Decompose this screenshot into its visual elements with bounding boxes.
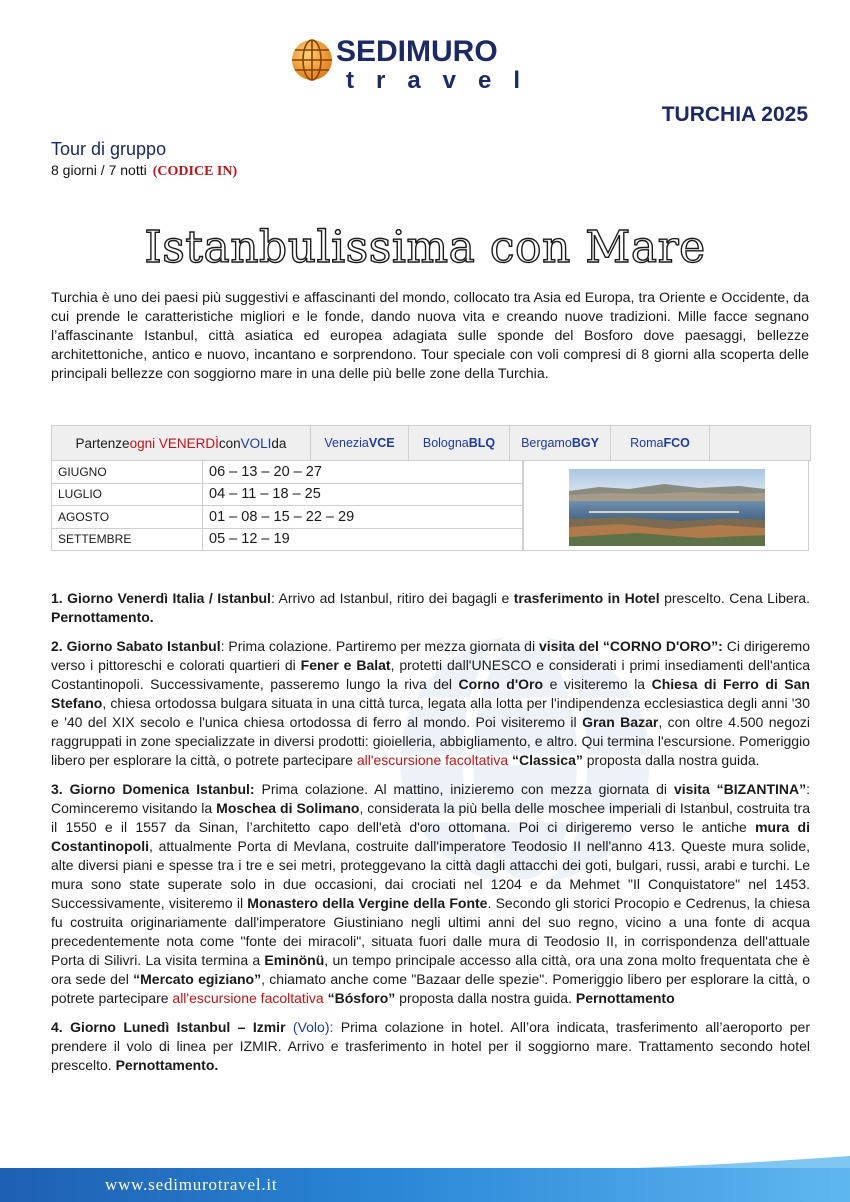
table-row: LUGLIO 04 – 11 – 18 – 25 — [52, 483, 523, 506]
istanbul-photo — [569, 469, 765, 546]
page-title: Istanbulissima con Mare — [144, 222, 706, 273]
intro-paragraph: Turchia è uno dei paesi più suggestivi e affascinanti del mondo, collocato tra Asia ed Europa, tra Oriente e Occidente, da cui prende le caratteristiche migliori e le fonde, dando nuova vita e creando nuove tradizioni. Mille facce segnano l’affascinante Istanbul, città asiatica ed europea adagiata sulle sponde del Bosforo dove paesaggi, bellezze architettoniche, antico e nuovo, incantano e sorprendono. Tour speciale con voli compresi di 8 giorni alla scoperta delle principali bellezze con soggiorno mare in una delle più belle zone della Turchia. — [51, 290, 809, 382]
logo-top-text: SEDIMURO — [336, 35, 498, 68]
table-row: GIUGNO 06 – 13 – 20 – 27 — [52, 461, 523, 484]
photo-cell — [523, 460, 809, 551]
logo-bottom-text: travel — [346, 67, 543, 94]
table-row: SETTEMBRE 05 – 12 – 19 — [52, 528, 523, 551]
airport-venezia: Venezia VCE — [311, 426, 409, 460]
tour-code: (CODICE IN) — [152, 164, 238, 179]
sedimuro-logo — [290, 30, 590, 95]
footer-bar — [0, 1168, 850, 1202]
departure-dates-table — [51, 460, 523, 551]
website-link[interactable]: www.sedimurotravel.it — [105, 1175, 278, 1194]
departures-header — [51, 425, 811, 461]
itinerary — [51, 589, 810, 1085]
day-1: 1. Giorno Venerdì Italia / Istanbul: Arrivo ad Istanbul, ritiro dei bagagli e trasferimento in Hotel prescelto. Cena Libera. Pernottamento. — [51, 590, 810, 625]
empty-cell — [710, 426, 810, 460]
airport-bologna: Bologna BLQ — [409, 426, 510, 460]
airport-roma: Roma FCO — [611, 426, 710, 460]
day-4: 4. Giorno Lunedì Istanbul – Izmir (Volo): Prima colazione in hotel. All’ora indicata, trasferimento all’aeroporto per prendere il volo di linea per IZMIR. Arrivo e trasferimento in hotel per il soggiorno mare. Trattamento secondo hotel prescelto. Pernottamento. — [51, 1019, 810, 1073]
country-year: TURCHIA 2025 — [661, 103, 808, 126]
departures-label: Partenze ogni VENERDÌ con VOLI da — [52, 426, 311, 460]
globe-icon — [292, 40, 332, 80]
table-row: AGOSTO 01 – 08 – 15 – 22 – 29 — [52, 506, 523, 529]
logo-graphic — [290, 30, 590, 95]
duration-line — [51, 162, 237, 180]
tour-type: Tour di gruppo — [51, 139, 167, 159]
airport-bergamo: Bergamo BGY — [510, 426, 611, 460]
day-3: 3. Giorno Domenica Istanbul: Prima colazione. Al mattino, inizieremo con mezza giornata di visita “BIZANTINA”: Cominceremo visitando la Moschea di Solimano, considerata la più bella delle moschee imperiali di Istanbul, costruita tra il 1550 e il 1557 da Sinan, l’architetto capo dell'età d'oro ottomana. Poi ci dirigeremo verso le antiche mura di Costantinopoli, attualmente Porta di Mevlana, costruite dall'imperatore Teodosio II nell'anno 413. Queste mura solide, alte diversi piani e spesse tra i tre e sei metri, proteggevano la città dagli attacchi dei goti, bulgari, russi, arabi e turchi. Le mura sono state superate solo in due occasioni, dai crociati nel 1204 e da Mehmet "Il Conquistatore" nel 1453. Successivamente, visiteremo il Monastero della Vergine della Fonte. Secondo gli storici Procopio e Cedrenus, la chiesa fu costruita originariamente dall'imperatore Giustiniano negli ultimi anni del suo regno, vicino a una fonte di acqua precedentemente nota come "fonte dei miracoli", situata fuori dalle mura di Teodosio II, in corrispondenza dell'attuale Porta di Silivri. La visita termina a Eminönü, un tempo principale accesso alla città, ora una zona molto frequentata che è ora sede del “Mercato egiziano”, chiamato anche come "Bazaar delle spezie". Pomeriggio libero per esplorare la città, o potrete partecipare all'escursione facoltativa “Bósforo” proposta dalla nostra guida. Pernottamento — [51, 781, 810, 1006]
duration: 8 giorni / 7 notti — [51, 162, 147, 178]
day-2: 2. Giorno Sabato Istanbul: Prima colazione. Partiremo per mezza giornata di visita del “CORNO D'ORO”: Ci dirigeremo verso i pittoreschi e colorati quartieri di Fener e Balat, protetti dall'UNESCO e considerati i primi insediamenti dell'antica Costantinopoli. Successivamente, passeremo lungo la riva del Corno d'Oro e visiteremo la Chiesa di Ferro di San Stefano, chiesa ortodossa bulgara situata in una città turca, legata alla lotta per l'indipendenza ecclesiastica degli anni '30 e '40 del XIX secolo e l'unica chiesa ortodossa di ferro al mondo. Poi visiteremo il Gran Bazar, con oltre 4.500 negozi raggruppati in zone specializzate in diversi prodotti: gioielleria, abbigliamento, e altro. Qui termina l'escursione. Pomeriggio libero per esplorare la città, o potrete partecipare all'escursione facoltativa “Classica” proposta dalla nostra guida. — [51, 638, 810, 768]
